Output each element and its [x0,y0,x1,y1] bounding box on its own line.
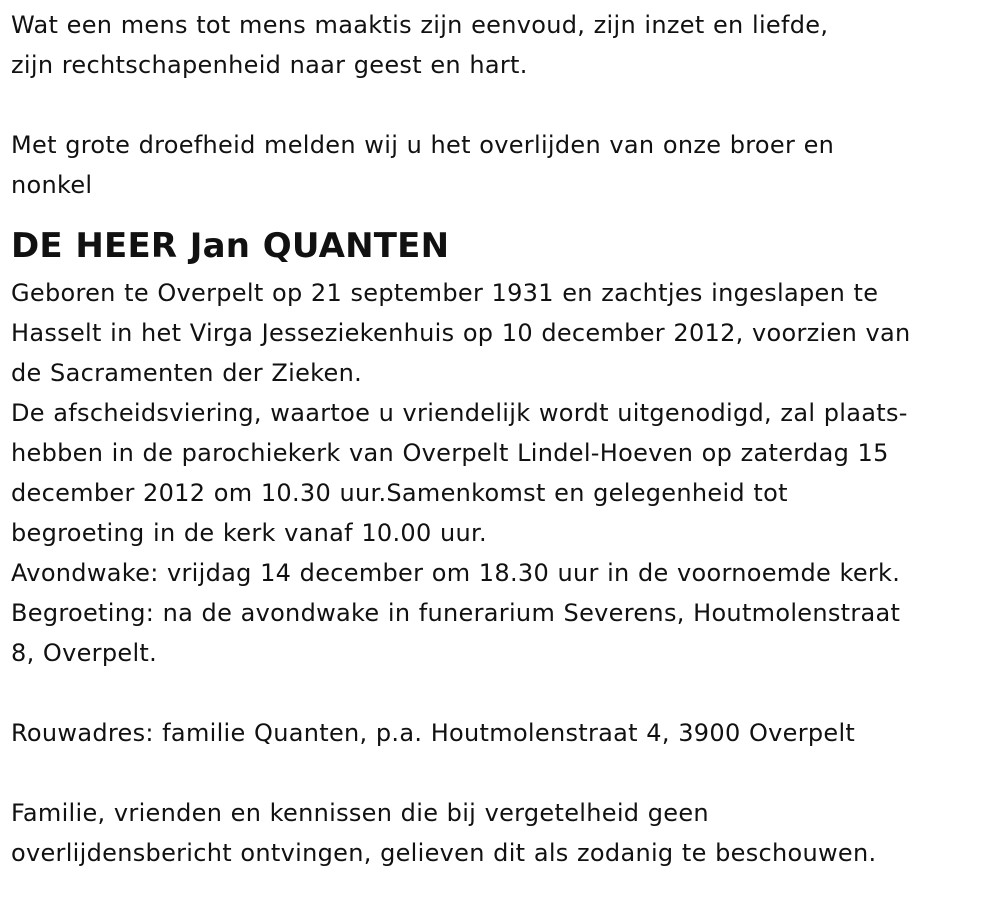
detail-line: Begroeting: na de avondwake in funerarium Severens, Houtmolenstraat [11,599,901,627]
spacer [11,753,986,793]
closing-line: overlijdensbericht ontvingen, gelieven dit als zodanig te beschouwen. [11,839,877,867]
spacer [11,673,986,713]
address-block [11,713,986,753]
obituary-document [11,5,986,873]
intro-line: Met grote droefheid melden wij u het overlijden van onze broer en [11,131,835,159]
closing-line: Familie, vrienden en kennissen die bij vergetelheid geen [11,799,709,827]
detail-line: Avondwake: vrijdag 14 december om 18.30 uur in de voornoemde kerk. [11,559,901,587]
mourning-address-line: Rouwadres: familie Quanten, p.a. Houtmolenstraat 4, 3900 Overpelt [11,719,856,747]
motto-block [11,5,986,85]
spacer [11,85,986,125]
intro-line: nonkel [11,171,93,199]
intro-block [11,125,986,205]
detail-line: Geboren te Overpelt op 21 september 1931 en zachtjes ingeslapen te [11,279,879,307]
closing-block [11,793,986,873]
detail-line: Hasselt in het Virga Jesseziekenhuis op 10 december 2012, voorzien van [11,319,911,347]
motto-line: Wat een mens tot mens maaktis zijn eenvoud, zijn inzet en liefde, [11,11,829,39]
detail-line: hebben in de parochiekerk van Overpelt Lindel-Hoeven op zaterdag 15 [11,439,889,467]
details-block [11,273,986,673]
detail-line: de Sacramenten der Zieken. [11,359,363,387]
detail-line: begroeting in de kerk vanaf 10.00 uur. [11,519,487,547]
detail-line: De afscheidsviering, waartoe u vriendelijk wordt uitgenodigd, zal plaats- [11,399,908,427]
deceased-name-heading: DE HEER Jan QUANTEN [11,226,450,266]
detail-line: december 2012 om 10.30 uur.Samenkomst en gelegenheid tot [11,479,788,507]
motto-line: zijn rechtschapenheid naar geest en hart. [11,51,528,79]
detail-line: 8, Overpelt. [11,639,158,667]
